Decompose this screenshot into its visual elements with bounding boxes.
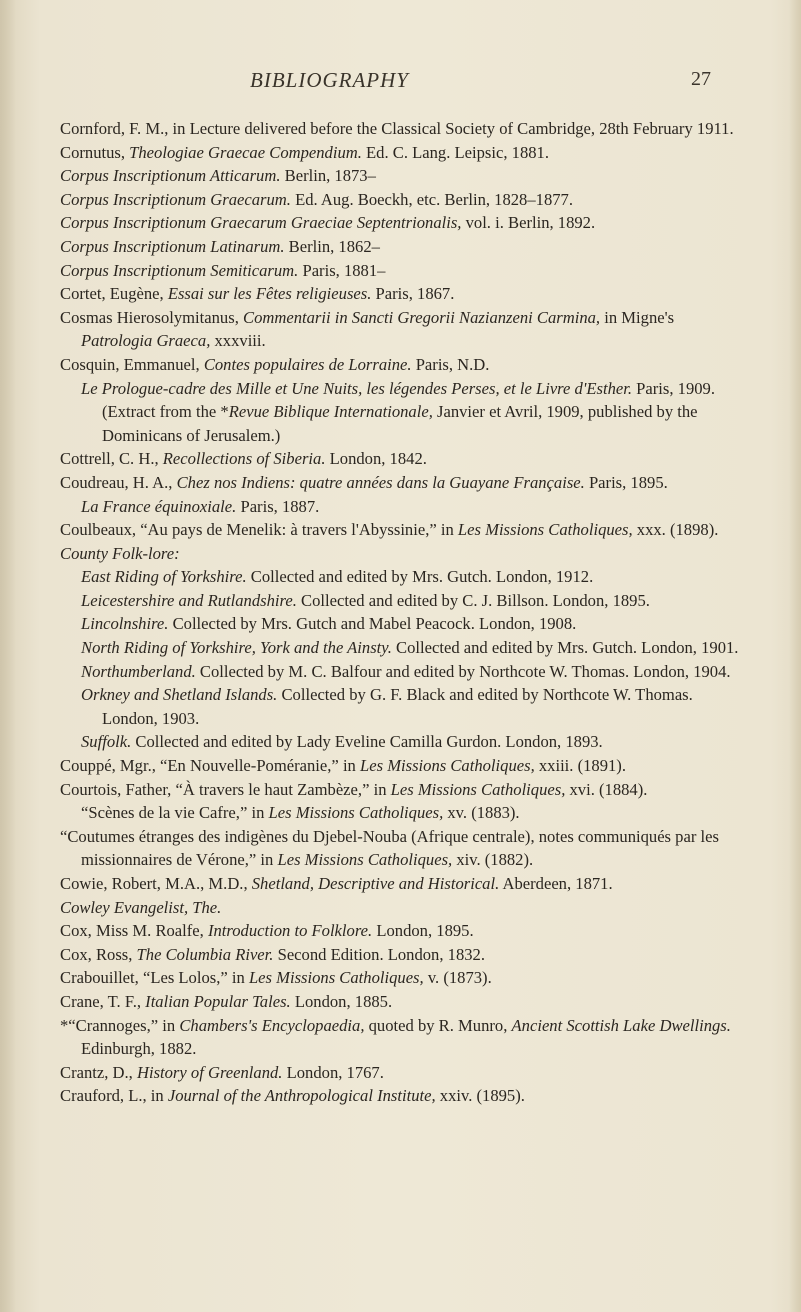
entry-title: Leicestershire and Rutlandshire. xyxy=(81,590,297,610)
entry-author: Cosmas Hierosolymitanus, xyxy=(60,307,243,327)
bibliography-entry xyxy=(60,636,740,660)
bibliography-entry xyxy=(60,754,740,778)
entry-author: Crantz, D., xyxy=(60,1062,137,1082)
entry-title: La France équinoxiale. xyxy=(81,496,237,516)
bibliography-entry xyxy=(60,896,740,920)
bibliography-entry xyxy=(60,542,740,566)
bibliography-entry xyxy=(60,259,740,283)
entry-source-title: Ancient Scottish Lake Dwellings. xyxy=(511,1015,731,1035)
entry-details: Paris, 1881– xyxy=(298,260,386,280)
bibliography-entry xyxy=(60,188,740,212)
bibliography-entry xyxy=(60,589,740,613)
entry-title: Italian Popular Tales. xyxy=(145,991,291,1011)
entry-author: Cosquin, Emmanuel, xyxy=(60,354,204,374)
entry-details: Collected and edited by C. J. Billson. London, 1895. xyxy=(296,590,650,610)
bibliography-entry xyxy=(60,966,740,990)
entry-title: History of Greenland. xyxy=(136,1062,283,1082)
entry-details: vol. i. Berlin, 1892. xyxy=(461,213,596,233)
entry-title: Les Missions Catholiques, xyxy=(360,756,535,776)
entry-details: London, 1842. xyxy=(325,449,427,469)
bibliography-entry xyxy=(60,778,740,802)
bibliography-entry xyxy=(60,612,740,636)
entry-title: Les Missions Catholiques, xyxy=(277,850,453,870)
bibliography-entry xyxy=(60,495,740,519)
entry-title: Essai sur les Fêtes religieuses. xyxy=(167,284,372,304)
entry-author: Cottrell, C. H., xyxy=(60,449,163,469)
entry-details: Collected by Mrs. Gutch and Mabel Peacock. London, 1908. xyxy=(168,614,577,634)
entry-details: Berlin, 1873– xyxy=(280,166,376,186)
entry-title: County Folk-lore: xyxy=(60,543,180,563)
bibliography-entry xyxy=(60,471,740,495)
entry-title: East Riding of Yorkshire. xyxy=(81,567,247,587)
entry-title: Commentarii in Sancti Gregorii Nazianzeni Carmina, xyxy=(243,307,601,327)
bibliography-entry xyxy=(60,1014,740,1061)
entry-author: Cortet, Eugène, xyxy=(60,284,168,304)
entry-details: Paris, N.D. xyxy=(411,354,490,374)
bibliography-entry xyxy=(60,518,740,542)
entry-title: Les Missions Catholiques, xyxy=(248,968,424,988)
entry-details: v. (1873). xyxy=(423,968,492,988)
entry-details: in Migne's xyxy=(600,307,675,327)
entry-title: Le Prologue-cadre des Mille et Une Nuits, les légendes Perses, et le Livre d'Esther. xyxy=(81,378,633,398)
entry-title: Corpus Inscriptionum Latinarum. xyxy=(60,236,285,256)
entry-details: Collected by M. C. Balfour and edited by Northcote W. Thomas. London, 1904. xyxy=(195,661,731,681)
page-edge-shadow xyxy=(789,0,801,1312)
bibliography-entry xyxy=(60,141,740,165)
bibliography-entry xyxy=(60,353,740,377)
entry-title: North Riding of Yorkshire, York and the Ainsty. xyxy=(81,638,392,658)
entry-title: Lincolnshire. xyxy=(81,614,169,634)
entry-title: Corpus Inscriptionum Graecarum Graeciae Septentrionalis, xyxy=(60,213,462,233)
entry-details: xvi. (1884). xyxy=(565,779,648,799)
entry-details: Collected and edited by Mrs. Gutch. London, 1912. xyxy=(246,567,594,587)
entry-title: Contes populaires de Lorraine. xyxy=(203,354,412,374)
entry-source-title: Patrologia Graeca, xyxy=(81,331,211,351)
running-head xyxy=(0,68,801,98)
bibliography-entry xyxy=(60,1084,740,1108)
entry-title: Recollections of Siberia. xyxy=(162,449,326,469)
entry-source-details: Janvier et Avril, 1909, published by the Dominicans of Jerusalem.) xyxy=(102,402,698,445)
entry-author: Crane, T. F., xyxy=(60,991,146,1011)
entry-title: Chez nos Indiens: quatre années dans la Guayane Française. xyxy=(176,472,585,492)
entry-details: Aberdeen, 1871. xyxy=(499,874,613,893)
entry-author: Couppé, Mgr., “En Nouvelle-Poméranie,” in xyxy=(60,756,360,776)
entry-author: Cornford, F. M., in Lecture delivered before the Classical Society of Cambridge, 28th February 1911. xyxy=(60,119,734,138)
entry-title: Les Missions Catholiques, xyxy=(457,520,633,540)
entry-details: xxx. (1898). xyxy=(632,520,719,540)
bibliography-entry xyxy=(60,211,740,235)
entry-details: London, 1885. xyxy=(290,991,393,1011)
entry-details: London, 1895. xyxy=(372,921,474,941)
page-gutter-shadow xyxy=(0,0,16,1312)
entry-title: Corpus Inscriptionum Graecarum. xyxy=(60,189,291,209)
bibliography-entry xyxy=(60,660,740,684)
entry-title: Cowley Evangelist, The. xyxy=(60,897,222,917)
entry-source-details: Edinburgh, 1882. xyxy=(81,1039,197,1059)
entry-title: Suffolk. xyxy=(81,732,132,752)
bibliography-entry xyxy=(60,990,740,1014)
entry-details: Paris, 1909. (Extract from the * xyxy=(102,378,715,422)
entry-title: Journal of the Anthropological Institute, xyxy=(167,1086,436,1106)
bibliography-entry xyxy=(60,683,740,730)
entry-title: The Columbia River. xyxy=(136,944,274,964)
bibliography-entry xyxy=(60,825,740,872)
entry-author: Cowie, Robert, M.A., M.D., xyxy=(60,874,252,893)
entry-details: Ed. C. Lang. Leipsic, 1881. xyxy=(361,142,549,162)
bibliography-entry xyxy=(60,235,740,259)
bibliography-entry xyxy=(60,872,740,896)
entry-author: Coulbeaux, “Au pays de Menelik: à travers l'Abyssinie,” in xyxy=(60,520,458,540)
bibliography-entry xyxy=(60,1061,740,1085)
entry-details: xiv. (1882). xyxy=(452,850,534,870)
entry-details: Ed. Aug. Boeckh, etc. Berlin, 1828–1877. xyxy=(290,189,573,209)
entry-author: *“Crannoges,” in xyxy=(60,1015,180,1035)
entry-title: Corpus Inscriptionum Semiticarum. xyxy=(60,260,299,280)
entry-details: Berlin, 1862– xyxy=(284,236,380,256)
bibliography-entry xyxy=(60,919,740,943)
entry-author: “Coutumes étranges des indigènes du Djebel-Nouba (Afrique centrale), notes communiqués par les missionnaires de Vérone,” in xyxy=(60,826,719,870)
entry-details: xv. (1883). xyxy=(443,803,520,823)
entry-details: Second Edition. London, 1832. xyxy=(273,944,485,964)
entry-author: Cox, Miss M. Roalfe, xyxy=(60,921,208,941)
running-title: BIBLIOGRAPHY xyxy=(250,68,409,92)
entry-author: Crabouillet, “Les Lolos,” in xyxy=(60,968,249,988)
entry-author: Coudreau, H. A., xyxy=(60,472,177,492)
bibliography-entry xyxy=(60,447,740,471)
bibliography-entry xyxy=(60,306,740,353)
entry-details: xxiii. (1891). xyxy=(534,756,626,776)
bibliography-entry xyxy=(60,377,740,448)
entry-title: Shetland, Descriptive and Historical. xyxy=(251,874,500,893)
bibliography-entry xyxy=(60,801,740,825)
entry-details: Paris, 1867. xyxy=(371,284,455,304)
entry-title: Les Missions Catholiques, xyxy=(268,803,444,823)
entry-author: “Scènes de la vie Cafre,” in xyxy=(81,803,269,823)
entry-title: Chambers's Encyclopaedia, xyxy=(179,1015,365,1035)
entry-details: Collected by G. F. Black and edited by Northcote W. Thomas. London, 1903. xyxy=(102,685,693,728)
entry-author: Cornutus, xyxy=(60,142,130,162)
bibliography-entry xyxy=(60,730,740,754)
bibliography-entry xyxy=(60,117,740,141)
entry-author: Cox, Ross, xyxy=(60,944,137,964)
entry-details: Collected and edited by Lady Eveline Camilla Gurdon. London, 1893. xyxy=(131,732,603,752)
bibliography-entry xyxy=(60,164,740,188)
entry-source-details: xxxviii. xyxy=(210,331,266,351)
entry-title: Theologiae Graecae Compendium. xyxy=(129,142,362,162)
entry-title: Les Missions Catholiques, xyxy=(390,779,566,799)
entry-source-title: Revue Biblique Internationale, xyxy=(228,402,433,422)
entry-title: Orkney and Shetland Islands. xyxy=(81,685,278,705)
entry-details: Paris, 1887. xyxy=(236,496,320,516)
entry-details: xxiv. (1895). xyxy=(435,1086,525,1106)
bibliography-list xyxy=(60,117,740,1108)
page-number: 27 xyxy=(691,68,711,90)
entry-title: Introduction to Folklore. xyxy=(207,921,373,941)
entry-author: Crauford, L., in xyxy=(60,1086,168,1106)
entry-details: quoted by R. Munro, xyxy=(364,1015,512,1035)
entry-details: Paris, 1895. xyxy=(584,472,668,492)
bibliography-entry xyxy=(60,943,740,967)
bibliography-entry xyxy=(60,282,740,306)
entry-details: London, 1767. xyxy=(282,1062,384,1082)
entry-title: Northumberland. xyxy=(81,661,196,681)
entry-details: Collected and edited by Mrs. Gutch. London, 1901. xyxy=(391,638,739,658)
entry-author: Courtois, Father, “À travers le haut Zambèze,” in xyxy=(60,779,391,799)
bibliography-entry xyxy=(60,565,740,589)
entry-title: Corpus Inscriptionum Atticarum. xyxy=(60,166,281,186)
